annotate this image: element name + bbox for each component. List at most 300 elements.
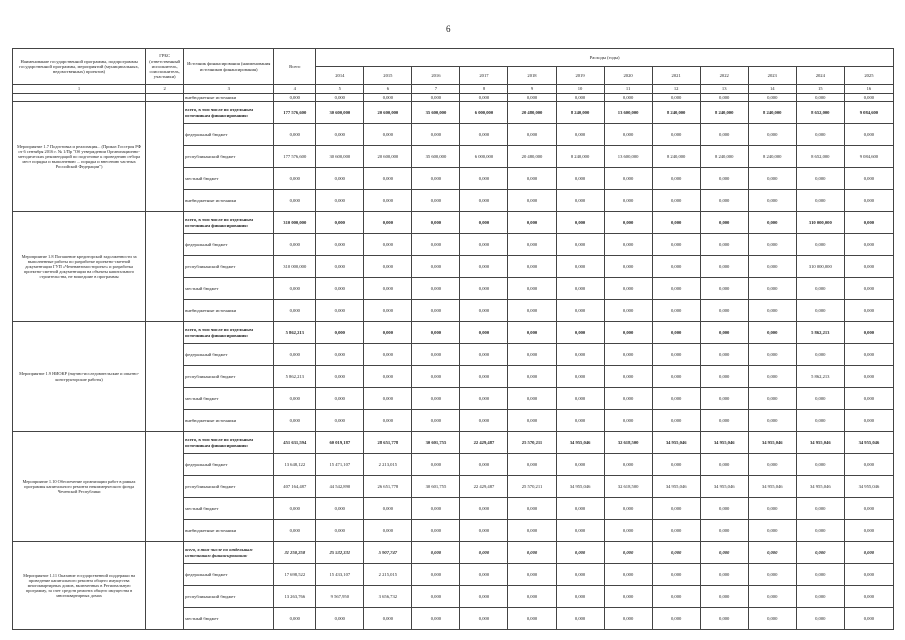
header-grbs: ГРБС (ответственный исполнитель, соисполнитель, участники) bbox=[146, 49, 184, 85]
value-cell: 0,000 bbox=[316, 256, 364, 278]
value-cell: 44 542,890 bbox=[316, 476, 364, 498]
value-cell: 0,000 bbox=[604, 454, 652, 476]
value-cell: 0,000 bbox=[796, 498, 844, 520]
table-row bbox=[13, 102, 894, 124]
value-cell: 9 084,600 bbox=[844, 102, 893, 124]
value-cell: 3 656,732 bbox=[364, 586, 412, 608]
value-cell: 0,000 bbox=[652, 124, 700, 146]
value-cell: 0,000 bbox=[604, 388, 652, 410]
value-cell: 0,000 bbox=[700, 366, 748, 388]
value-cell: 0,000 bbox=[604, 608, 652, 630]
value-cell: 0,000 bbox=[460, 278, 508, 300]
value-cell: 34 955,046 bbox=[652, 432, 700, 454]
value-cell: 0,000 bbox=[748, 278, 796, 300]
value-cell: 0,000 bbox=[796, 124, 844, 146]
grbs-cell bbox=[146, 322, 184, 432]
value-cell: 0,000 bbox=[556, 234, 604, 256]
value-cell: 60 019,187 bbox=[316, 432, 364, 454]
value-cell: 0,000 bbox=[556, 564, 604, 586]
page-number: 6 bbox=[446, 24, 451, 34]
measure-name: Мероприятие 1.10 Обеспечение организации работ в рамках программы капитального ремонта некоммерческого фонда Чеченской Республики bbox=[13, 432, 146, 542]
value-cell: 0,000 bbox=[508, 498, 556, 520]
value-cell: 0,000 bbox=[460, 322, 508, 344]
value-cell: 0,000 bbox=[700, 586, 748, 608]
value-cell: 0,000 bbox=[412, 498, 460, 520]
value-cell: 8 240,000 bbox=[556, 146, 604, 168]
value-cell: 15 433,107 bbox=[316, 564, 364, 586]
value-cell: 0,000 bbox=[274, 498, 316, 520]
value-cell: 0,000 bbox=[556, 168, 604, 190]
column-index-row bbox=[13, 85, 894, 94]
value-cell: 0,000 bbox=[556, 520, 604, 542]
source-cell: федеральный бюджет bbox=[184, 234, 274, 256]
value-cell: 0,000 bbox=[412, 344, 460, 366]
value-cell: 0,000 bbox=[748, 564, 796, 586]
value-cell: 0,000 bbox=[748, 256, 796, 278]
value-cell: 8 240,000 bbox=[700, 146, 748, 168]
source-cell: республиканский бюджет bbox=[184, 256, 274, 278]
value-cell: 0,000 bbox=[556, 94, 604, 102]
value-cell: 0,000 bbox=[844, 94, 893, 102]
value-cell: 0,000 bbox=[700, 608, 748, 630]
value-cell: 0,000 bbox=[844, 608, 893, 630]
value-cell: 0,000 bbox=[316, 124, 364, 146]
value-cell: 0,000 bbox=[316, 410, 364, 432]
value-cell: 0,000 bbox=[556, 388, 604, 410]
column-index: 16 bbox=[844, 85, 893, 94]
value-cell: 0,000 bbox=[844, 366, 893, 388]
value-cell: 32 618,500 bbox=[604, 432, 652, 454]
value-cell: 0,000 bbox=[556, 190, 604, 212]
value-cell: 0,000 bbox=[316, 608, 364, 630]
value-cell: 0,000 bbox=[364, 212, 412, 234]
value-cell: 0,000 bbox=[748, 388, 796, 410]
value-cell: 0,000 bbox=[604, 94, 652, 102]
column-index: 3 bbox=[184, 85, 274, 94]
value-cell: 0,000 bbox=[844, 300, 893, 322]
value-cell: 0,000 bbox=[796, 608, 844, 630]
value-cell: 0,000 bbox=[508, 410, 556, 432]
column-index: 1 bbox=[13, 85, 146, 94]
value-cell: 0,000 bbox=[700, 564, 748, 586]
value-cell: 0,000 bbox=[796, 234, 844, 256]
year-header: 2021 bbox=[652, 67, 700, 85]
value-cell: 0,000 bbox=[508, 388, 556, 410]
measure-name: Мероприятие 1.7 Подготовка и реализация... (Приказ Госстроя РФ от 6 сентября 2016 г. № 1/Пр "Об утверждении Организационно-методических рекомендаций по подготовке к проведению отбора мест порядка и выполнению ... порядка и внесению частных Российской Федерации") bbox=[13, 102, 146, 212]
value-cell: 0,000 bbox=[748, 454, 796, 476]
value-cell: 0,000 bbox=[700, 410, 748, 432]
value-cell: 0,000 bbox=[700, 344, 748, 366]
value-cell: 0,000 bbox=[460, 344, 508, 366]
source-cell: всего, в том числе по отдельным источникам финансирования: bbox=[184, 102, 274, 124]
table-row bbox=[13, 542, 894, 564]
value-cell: 0,000 bbox=[460, 388, 508, 410]
value-cell: 34 955,046 bbox=[844, 432, 893, 454]
value-cell: 0,000 bbox=[844, 256, 893, 278]
value-cell: 0,000 bbox=[316, 322, 364, 344]
year-header: 2015 bbox=[364, 67, 412, 85]
column-index: 13 bbox=[700, 85, 748, 94]
value-cell: 0,000 bbox=[748, 94, 796, 102]
year-header: 2018 bbox=[508, 67, 556, 85]
value-cell: 0,000 bbox=[316, 168, 364, 190]
column-index: 8 bbox=[460, 85, 508, 94]
value-cell: 0,000 bbox=[508, 344, 556, 366]
value-cell: 0,000 bbox=[556, 498, 604, 520]
value-cell: 0,000 bbox=[412, 94, 460, 102]
value-cell: 0,000 bbox=[700, 256, 748, 278]
value-cell: 0,000 bbox=[460, 366, 508, 388]
value-cell: 13 600,000 bbox=[604, 146, 652, 168]
value-cell: 0,000 bbox=[508, 586, 556, 608]
value-cell: 0,000 bbox=[316, 344, 364, 366]
column-index: 11 bbox=[604, 85, 652, 94]
value-cell: 9 567,950 bbox=[316, 586, 364, 608]
value-cell: 0,000 bbox=[844, 520, 893, 542]
value-cell: 0,000 bbox=[844, 564, 893, 586]
value-cell: 0,000 bbox=[556, 366, 604, 388]
column-index: 12 bbox=[652, 85, 700, 94]
value-cell: 0,000 bbox=[364, 278, 412, 300]
value-cell: 0,000 bbox=[748, 168, 796, 190]
value-cell: 0,000 bbox=[274, 190, 316, 212]
value-cell: 0,000 bbox=[796, 168, 844, 190]
column-index: 7 bbox=[412, 85, 460, 94]
value-cell: 0,000 bbox=[460, 498, 508, 520]
value-cell: 0,000 bbox=[748, 190, 796, 212]
value-cell: 0,000 bbox=[412, 234, 460, 256]
value-cell: 0,000 bbox=[748, 410, 796, 432]
value-cell: 35 600,000 bbox=[412, 102, 460, 124]
value-cell: 0,000 bbox=[412, 278, 460, 300]
value-cell: 8 240,000 bbox=[748, 102, 796, 124]
value-cell: 0,000 bbox=[652, 498, 700, 520]
value-cell: 30 601,755 bbox=[412, 476, 460, 498]
value-cell: 177 576,600 bbox=[274, 146, 316, 168]
value-cell: 5 907,747 bbox=[364, 542, 412, 564]
value-cell: 0,000 bbox=[508, 300, 556, 322]
header-source: Источник финансирования (наименования источников финансирования) bbox=[184, 49, 274, 85]
value-cell: 0,000 bbox=[364, 520, 412, 542]
value-cell: 0,000 bbox=[652, 168, 700, 190]
value-cell: 0,000 bbox=[556, 124, 604, 146]
value-cell: 0,000 bbox=[412, 520, 460, 542]
value-cell: 0,000 bbox=[604, 410, 652, 432]
column-index: 4 bbox=[274, 85, 316, 94]
value-cell: 0,000 bbox=[460, 564, 508, 586]
value-cell: 0,000 bbox=[274, 608, 316, 630]
value-cell: 0,000 bbox=[700, 454, 748, 476]
value-cell: 0,000 bbox=[748, 300, 796, 322]
value-cell: 8 652,000 bbox=[796, 102, 844, 124]
column-index: 15 bbox=[796, 85, 844, 94]
value-cell: 0,000 bbox=[652, 300, 700, 322]
value-cell: 30 600,000 bbox=[316, 146, 364, 168]
source-cell: внебюджетные источники bbox=[184, 520, 274, 542]
value-cell: 0,000 bbox=[364, 498, 412, 520]
value-cell: 0,000 bbox=[844, 124, 893, 146]
value-cell: 0,000 bbox=[364, 366, 412, 388]
measure-name: Мероприятие 1.11 Оказание государственной поддержки на проведение капитального ремонта общего имущества многоквартирных домов, включенных в Региональную программу, за счет средств ремонта общего имущества в многоквартирных домах bbox=[13, 542, 146, 630]
year-header: 2024 bbox=[796, 67, 844, 85]
value-cell: 0,000 bbox=[844, 278, 893, 300]
value-cell: 0,000 bbox=[700, 278, 748, 300]
value-cell: 9 084,600 bbox=[844, 146, 893, 168]
year-header: 2022 bbox=[700, 67, 748, 85]
value-cell: 0,000 bbox=[460, 94, 508, 102]
source-cell: всего, в том числе по отдельным источникам финансирования: bbox=[184, 432, 274, 454]
source-cell: республиканский бюджет bbox=[184, 586, 274, 608]
value-cell: 0,000 bbox=[652, 234, 700, 256]
value-cell: 34 955,046 bbox=[556, 432, 604, 454]
year-header: 2016 bbox=[412, 67, 460, 85]
value-cell: 310 000,000 bbox=[274, 212, 316, 234]
source-cell: федеральный бюджет bbox=[184, 564, 274, 586]
value-cell: 0,000 bbox=[652, 410, 700, 432]
value-cell: 20 600,000 bbox=[364, 102, 412, 124]
value-cell: 0,000 bbox=[652, 608, 700, 630]
value-cell: 0,000 bbox=[844, 322, 893, 344]
source-cell: всего, в том числе по отдельным источникам финансирования: bbox=[184, 542, 274, 564]
value-cell: 8 652,000 bbox=[796, 146, 844, 168]
value-cell: 0,000 bbox=[604, 300, 652, 322]
value-cell: 0,000 bbox=[604, 234, 652, 256]
column-index: 10 bbox=[556, 85, 604, 94]
value-cell: 0,000 bbox=[700, 212, 748, 234]
value-cell: 0,000 bbox=[364, 344, 412, 366]
value-cell: 0,000 bbox=[508, 234, 556, 256]
value-cell: 5 862,213 bbox=[796, 366, 844, 388]
grbs-cell bbox=[146, 432, 184, 542]
value-cell: 0,000 bbox=[460, 168, 508, 190]
source-cell: внебюджетные источники bbox=[184, 94, 274, 102]
year-header: 2025 bbox=[844, 67, 893, 85]
year-header: 2014 bbox=[316, 67, 364, 85]
value-cell: 0,000 bbox=[274, 520, 316, 542]
value-cell: 0,000 bbox=[796, 586, 844, 608]
value-cell: 34 955,046 bbox=[556, 476, 604, 498]
value-cell: 13 263,766 bbox=[274, 586, 316, 608]
value-cell: 0,000 bbox=[700, 322, 748, 344]
value-cell: 25 570,211 bbox=[508, 476, 556, 498]
source-cell: внебюджетные источники bbox=[184, 410, 274, 432]
value-cell: 0,000 bbox=[364, 322, 412, 344]
table-row bbox=[13, 212, 894, 234]
value-cell: 0,000 bbox=[460, 300, 508, 322]
value-cell: 0,000 bbox=[460, 586, 508, 608]
source-cell: республиканский бюджет bbox=[184, 146, 274, 168]
value-cell: 0,000 bbox=[652, 212, 700, 234]
column-index: 5 bbox=[316, 85, 364, 94]
value-cell: 25 570,211 bbox=[508, 432, 556, 454]
value-cell: 0,000 bbox=[460, 212, 508, 234]
value-cell: 0,000 bbox=[604, 586, 652, 608]
header-expenses: Расходы (годы) bbox=[316, 49, 894, 67]
value-cell: 0,000 bbox=[604, 322, 652, 344]
value-cell: 0,000 bbox=[556, 344, 604, 366]
value-cell: 0,000 bbox=[274, 278, 316, 300]
value-cell: 32 618,500 bbox=[604, 476, 652, 498]
source-cell: местный бюджет bbox=[184, 168, 274, 190]
value-cell: 310 000,000 bbox=[796, 256, 844, 278]
source-cell: местный бюджет bbox=[184, 498, 274, 520]
value-cell: 0,000 bbox=[700, 168, 748, 190]
value-cell: 0,000 bbox=[508, 366, 556, 388]
value-cell: 0,000 bbox=[508, 190, 556, 212]
value-cell: 13 600,000 bbox=[604, 102, 652, 124]
value-cell: 0,000 bbox=[556, 278, 604, 300]
value-cell: 0,000 bbox=[364, 410, 412, 432]
value-cell: 0,000 bbox=[652, 388, 700, 410]
source-cell: федеральный бюджет bbox=[184, 124, 274, 146]
value-cell: 0,000 bbox=[316, 366, 364, 388]
value-cell: 0,000 bbox=[844, 388, 893, 410]
value-cell: 30 601,755 bbox=[412, 432, 460, 454]
value-cell: 0,000 bbox=[604, 344, 652, 366]
value-cell: 0,000 bbox=[412, 366, 460, 388]
value-cell: 0,000 bbox=[652, 94, 700, 102]
value-cell: 0,000 bbox=[796, 94, 844, 102]
value-cell: 0,000 bbox=[316, 190, 364, 212]
value-cell: 0,000 bbox=[556, 608, 604, 630]
value-cell: 25 532,331 bbox=[316, 542, 364, 564]
name-cell bbox=[13, 94, 146, 102]
value-cell: 0,000 bbox=[556, 212, 604, 234]
value-cell: 0,000 bbox=[844, 410, 893, 432]
value-cell: 0,000 bbox=[364, 168, 412, 190]
value-cell: 0,000 bbox=[508, 256, 556, 278]
value-cell: 0,000 bbox=[508, 124, 556, 146]
value-cell: 0,000 bbox=[700, 94, 748, 102]
value-cell: 0,000 bbox=[508, 454, 556, 476]
value-cell: 0,000 bbox=[412, 608, 460, 630]
column-index: 14 bbox=[748, 85, 796, 94]
value-cell: 0,000 bbox=[652, 344, 700, 366]
value-cell: 6 000,000 bbox=[460, 146, 508, 168]
value-cell: 0,000 bbox=[844, 212, 893, 234]
value-cell: 0,000 bbox=[748, 344, 796, 366]
value-cell: 310 000,000 bbox=[274, 256, 316, 278]
source-cell: федеральный бюджет bbox=[184, 454, 274, 476]
value-cell: 0,000 bbox=[460, 608, 508, 630]
source-cell: внебюджетные источники bbox=[184, 190, 274, 212]
value-cell: 0,000 bbox=[604, 498, 652, 520]
value-cell: 0,000 bbox=[796, 190, 844, 212]
measure-name: Мероприятие 1.8 Погашение кредиторской задолженности за выполненные работы по разработке проектно-сметной документации ГУП «Чеченавтомостпроект» и разработка проектно-сметной документации на объекты капитального строительства, не вошедшие в программы bbox=[13, 212, 146, 322]
value-cell: 0,000 bbox=[556, 410, 604, 432]
value-cell: 0,000 bbox=[652, 256, 700, 278]
value-cell: 0,000 bbox=[412, 256, 460, 278]
value-cell: 0,000 bbox=[604, 212, 652, 234]
value-cell: 0,000 bbox=[316, 300, 364, 322]
value-cell: 34 955,046 bbox=[652, 476, 700, 498]
value-cell: 0,000 bbox=[700, 124, 748, 146]
value-cell: 0,000 bbox=[274, 388, 316, 410]
source-cell: местный бюджет bbox=[184, 608, 274, 630]
value-cell: 0,000 bbox=[556, 256, 604, 278]
value-cell: 0,000 bbox=[460, 256, 508, 278]
value-cell: 8 240,000 bbox=[700, 102, 748, 124]
value-cell: 0,000 bbox=[508, 542, 556, 564]
value-cell: 0,000 bbox=[274, 124, 316, 146]
value-cell: 0,000 bbox=[412, 212, 460, 234]
value-cell: 0,000 bbox=[412, 124, 460, 146]
value-cell: 8 240,000 bbox=[652, 146, 700, 168]
value-cell: 0,000 bbox=[316, 94, 364, 102]
value-cell: 0,000 bbox=[796, 344, 844, 366]
value-cell: 0,000 bbox=[796, 300, 844, 322]
value-cell: 13 648,122 bbox=[274, 454, 316, 476]
value-cell: 0,000 bbox=[364, 300, 412, 322]
value-cell: 8 240,000 bbox=[748, 146, 796, 168]
value-cell: 5 862,213 bbox=[274, 366, 316, 388]
value-cell: 2 213,015 bbox=[364, 454, 412, 476]
value-cell: 0,000 bbox=[460, 124, 508, 146]
value-cell: 0,000 bbox=[700, 300, 748, 322]
value-cell: 0,000 bbox=[508, 212, 556, 234]
measure-name: Мероприятие 1.9 НИОКР (научно-исследовательские и опытно-конструкторские работы) bbox=[13, 322, 146, 432]
value-cell: 0,000 bbox=[508, 564, 556, 586]
value-cell: 0,000 bbox=[364, 124, 412, 146]
source-cell: федеральный бюджет bbox=[184, 344, 274, 366]
value-cell: 0,000 bbox=[700, 190, 748, 212]
value-cell: 0,000 bbox=[604, 168, 652, 190]
source-cell: всего, в том числе по отдельным источникам финансирования: bbox=[184, 322, 274, 344]
value-cell: 0,000 bbox=[460, 542, 508, 564]
source-cell: местный бюджет bbox=[184, 388, 274, 410]
value-cell: 0,000 bbox=[796, 388, 844, 410]
value-cell: 0,000 bbox=[508, 94, 556, 102]
value-cell: 0,000 bbox=[364, 234, 412, 256]
value-cell: 20 480,000 bbox=[508, 102, 556, 124]
value-cell: 5 862,213 bbox=[274, 322, 316, 344]
value-cell: 0,000 bbox=[604, 256, 652, 278]
value-cell: 0,000 bbox=[508, 278, 556, 300]
value-cell: 0,000 bbox=[844, 542, 893, 564]
value-cell: 0,000 bbox=[412, 322, 460, 344]
value-cell: 0,000 bbox=[748, 234, 796, 256]
value-cell: 0,000 bbox=[844, 234, 893, 256]
value-cell: 0,000 bbox=[274, 344, 316, 366]
value-cell: 0,000 bbox=[796, 410, 844, 432]
value-cell: 34 955,046 bbox=[748, 476, 796, 498]
year-header: 2020 bbox=[604, 67, 652, 85]
value-cell: 0,000 bbox=[508, 168, 556, 190]
value-cell: 0,000 bbox=[364, 256, 412, 278]
value-cell: 22 429,487 bbox=[460, 432, 508, 454]
value-cell: 0,000 bbox=[556, 586, 604, 608]
value-cell: 22 429,487 bbox=[460, 476, 508, 498]
value-cell: 0,000 bbox=[604, 564, 652, 586]
value-cell: 0,000 bbox=[274, 234, 316, 256]
grbs-cell bbox=[146, 94, 184, 102]
table-row bbox=[13, 94, 894, 102]
value-cell: 20 600,000 bbox=[364, 146, 412, 168]
value-cell: 0,000 bbox=[364, 190, 412, 212]
value-cell: 34 955,046 bbox=[700, 432, 748, 454]
header-name: Наименование государственной программы, подпрограммы государственной программы, мероприятий (муниципальных, ведомственных) проектов) bbox=[13, 49, 146, 85]
value-cell: 0,000 bbox=[508, 608, 556, 630]
value-cell: 0,000 bbox=[604, 366, 652, 388]
value-cell: 6 000,000 bbox=[460, 102, 508, 124]
table-row bbox=[13, 432, 894, 454]
value-cell: 0,000 bbox=[412, 300, 460, 322]
value-cell: 0,000 bbox=[364, 608, 412, 630]
value-cell: 35 600,000 bbox=[412, 146, 460, 168]
value-cell: 177 576,600 bbox=[274, 102, 316, 124]
value-cell: 0,000 bbox=[748, 498, 796, 520]
value-cell: 0,000 bbox=[604, 190, 652, 212]
